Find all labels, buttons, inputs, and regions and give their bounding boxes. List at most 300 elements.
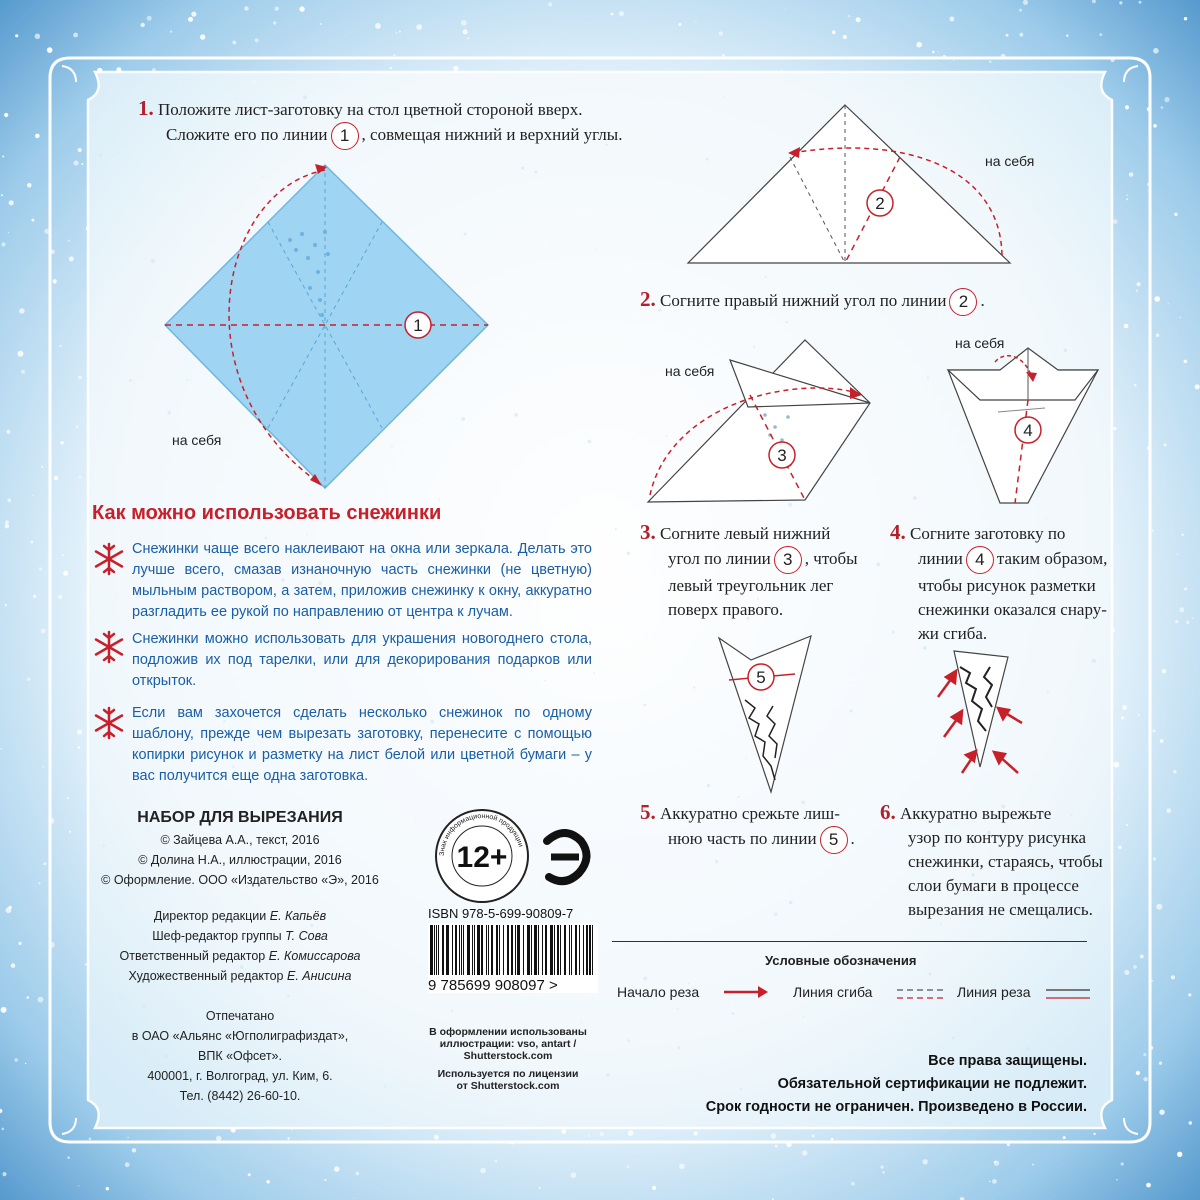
snow-speck (2, 1128, 5, 1131)
snow-speck (1160, 739, 1164, 743)
snow-speck (595, 249, 596, 250)
snow-speck (1153, 48, 1159, 54)
step-4-l2-post: таким образом, (996, 548, 1108, 568)
snow-speck (77, 729, 82, 734)
barcode-bar (503, 925, 504, 975)
rights-block (612, 1050, 1087, 1119)
snowflake-icon (92, 542, 126, 576)
barcode-bar (586, 925, 588, 975)
toward-label-2: на себя (985, 153, 1035, 169)
snow-speck (1066, 34, 1069, 37)
snow-speck (38, 997, 44, 1003)
snow-speck (571, 1172, 577, 1178)
snow-speck (785, 9, 786, 10)
fold-marker-5-label: 5 (756, 668, 766, 687)
snow-speck (353, 1198, 354, 1199)
barcode-bar (592, 925, 593, 975)
step-1-line2-post: , совмещая нижний и верхний углы. (361, 124, 623, 144)
snow-speck (514, 413, 518, 417)
snow-speck (1133, 965, 1137, 969)
snow-speck (593, 672, 595, 674)
snow-speck (453, 66, 458, 71)
snow-speck (1143, 1077, 1147, 1081)
snow-speck (774, 913, 778, 917)
snow-speck (415, 818, 416, 819)
step-4-number: 4. (890, 520, 906, 544)
printed-line: Отпечатано (205, 1009, 275, 1023)
snow-speck (1136, 290, 1138, 292)
step-6-number: 6. (880, 800, 896, 824)
snow-speck (937, 51, 938, 52)
barcode-bar (474, 925, 475, 975)
step-2-post: . (980, 291, 985, 310)
snow-speck (334, 1166, 340, 1172)
toward-label-4: на себя (955, 335, 1005, 351)
step-6-diagram (930, 645, 1030, 775)
snow-speck (1007, 1143, 1010, 1146)
snow-speck (78, 746, 81, 749)
snow-speck (1113, 427, 1117, 431)
age-rating-badge (432, 806, 532, 906)
snow-speck (561, 1129, 566, 1134)
snow-speck (19, 308, 24, 313)
barcode-bar (481, 925, 483, 975)
snow-speck (2, 1172, 6, 1176)
snow-speck (1159, 1062, 1162, 1065)
snow-speck (67, 1157, 69, 1159)
snow-speck (916, 42, 922, 48)
snow-speck (1119, 1, 1122, 4)
snow-speck (1122, 705, 1127, 710)
step-5-l2-pre: нюю часть по линии (668, 828, 817, 848)
snow-speck (929, 972, 932, 975)
staff-role: Ответственный редактор (119, 949, 266, 963)
snow-speck (1, 1007, 7, 1013)
step-4-text (890, 520, 1130, 646)
tips-heading: Как можно использовать снежинки (92, 502, 442, 524)
cut-start-arrow-icon (720, 984, 772, 1000)
snow-speck (33, 495, 34, 496)
snow-speck (35, 34, 41, 40)
snow-speck (306, 534, 308, 536)
tip-3: Если вам захочется сделать несколько снежинок по одному шаблону, прежде чем вырезать заготовку, перенесите с помощью копирки рисунок и разметку на лист белой или цветной бумаги – у вас получится еще одна заготовка. (132, 705, 592, 784)
snow-speck (394, 54, 396, 56)
snow-speck (932, 51, 935, 54)
snow-speck (588, 440, 592, 444)
snow-speck (58, 595, 62, 599)
snow-speck (43, 766, 45, 768)
snow-speck (78, 148, 82, 152)
snow-speck (1173, 770, 1176, 773)
step-3-diagram (630, 335, 880, 510)
credit-line: © Оформление. ООО «Издательство «Э», 2016 (101, 873, 379, 887)
snow-speck (25, 1063, 26, 1064)
snow-speck (191, 12, 196, 17)
step-6-l1: Аккуратно вырежьте (900, 804, 1052, 823)
snow-speck (9, 200, 14, 205)
note-line: иллюстрации: vso, antart / (439, 1038, 577, 1050)
svg-text:9 785699 908097 >: 9 785699 908097 > (428, 977, 558, 993)
snow-speck (1063, 1136, 1066, 1139)
barcode-bar (571, 925, 572, 975)
snow-speck (923, 1159, 928, 1164)
barcode-bar (542, 925, 543, 975)
fold-marker-2-label: 2 (875, 194, 885, 213)
snow-speck (1175, 620, 1178, 623)
snow-speck (78, 1185, 79, 1186)
snow-speck (851, 1182, 855, 1186)
snow-speck (273, 21, 276, 24)
step-3-l3: левый треугольник лег (668, 576, 834, 595)
snow-speck (521, 166, 524, 169)
isbn-label: ISBN 978-5-699-90809-7 (428, 906, 574, 921)
snow-speck (467, 37, 469, 39)
snow-speck (188, 17, 193, 22)
snow-speck (1047, 691, 1049, 693)
step-2-diagram (680, 95, 1040, 275)
snow-speck (1152, 530, 1154, 532)
snow-speck (831, 1138, 834, 1141)
snow-speck (5, 524, 9, 528)
snow-speck (707, 784, 711, 788)
barcode-bar (575, 925, 577, 975)
snow-speck (53, 279, 57, 283)
snow-speck (390, 67, 392, 69)
snow-speck (627, 1166, 630, 1169)
snow-speck (18, 351, 24, 357)
snow-speck (1164, 97, 1169, 102)
fold-line-icon (895, 984, 945, 1004)
fold-marker-4-label: 4 (1023, 421, 1033, 440)
snow-speck (47, 47, 53, 53)
snow-speck (677, 1046, 680, 1049)
snow-speck (789, 901, 793, 905)
snow-speck (695, 21, 697, 23)
snow-speck (396, 32, 397, 33)
barcode-bar (569, 925, 570, 975)
snow-speck (89, 1138, 91, 1140)
snow-speck (581, 1021, 583, 1023)
barcode-bar (467, 925, 470, 975)
snow-speck (940, 923, 942, 925)
barcode-bar (538, 925, 539, 975)
snow-speck (812, 1135, 815, 1138)
snow-speck (1164, 443, 1167, 446)
snow-speck (539, 1187, 541, 1189)
snow-speck (677, 1008, 679, 1010)
rights-line: Все права защищены. (928, 1053, 1087, 1069)
snow-speck (19, 942, 22, 945)
barcode-bar (430, 925, 433, 975)
snow-speck (652, 1186, 656, 1190)
snow-speck (913, 496, 917, 500)
snow-speck (78, 376, 82, 380)
snow-speck (0, 748, 2, 750)
snow-speck (1126, 198, 1128, 200)
barcode-bar (527, 925, 530, 975)
snow-speck (1182, 534, 1184, 536)
snow-speck (33, 595, 36, 598)
snow-speck (27, 678, 30, 681)
barcode-bar (517, 925, 520, 975)
snow-speck (949, 17, 954, 22)
snow-speck (1195, 384, 1200, 389)
snow-speck (1006, 34, 1009, 37)
staff-role: Шеф-редактор группы (152, 929, 282, 943)
barcode-bar (488, 925, 489, 975)
snow-speck (7, 498, 11, 502)
snow-speck (216, 1136, 221, 1141)
snow-speck (611, 13, 614, 16)
staff-name: Е. Комиссарова (268, 949, 361, 963)
snow-speck (628, 1130, 634, 1136)
snow-speck (451, 1010, 453, 1012)
snow-speck (786, 321, 788, 323)
barcode-bar (523, 925, 524, 975)
snow-speck (1159, 1110, 1164, 1115)
snow-speck (287, 1137, 289, 1139)
legend-cut-start-label: Начало реза (617, 984, 700, 1000)
snow-speck (356, 1172, 360, 1176)
snow-speck (32, 219, 35, 222)
snow-speck (6, 430, 10, 434)
snow-speck (534, 171, 537, 174)
legend-title: Условные обозначения (765, 953, 917, 968)
snow-speck (1032, 1164, 1034, 1166)
snow-speck (74, 160, 79, 165)
snow-speck (62, 554, 64, 556)
legend-cut-label: Линия реза (957, 984, 1031, 1000)
snow-speck (434, 1135, 439, 1140)
barcode-bar (455, 925, 457, 975)
snow-speck (693, 686, 695, 688)
snow-speck (765, 276, 767, 278)
printed-line: 400001, г. Волгоград, ул. Ким, 6. (147, 1069, 333, 1083)
step-5-l1: Аккуратно срежьте лиш- (660, 804, 840, 823)
snow-speck (11, 963, 16, 968)
step-1-text (138, 96, 658, 150)
barcode (428, 923, 598, 993)
snow-speck (299, 6, 304, 11)
snow-speck (1, 242, 5, 246)
snow-speck (170, 31, 172, 33)
snow-speck (1129, 172, 1134, 177)
barcode-bar (511, 925, 513, 975)
step-4-l4: снежинки оказался снару- (918, 600, 1107, 619)
step-6-l5: вырезания не смещались. (908, 900, 1093, 919)
snow-speck (1137, 282, 1141, 286)
snow-speck (832, 30, 836, 34)
snow-speck (463, 29, 468, 34)
barcode-bar (486, 925, 487, 975)
step-5-diagram (715, 630, 815, 800)
credit-line: © Долина Н.А., иллюстрации, 2016 (138, 853, 342, 867)
snow-speck (27, 996, 30, 999)
rights-line: Обязательной сертификации не подлежит. (777, 1076, 1087, 1092)
barcode-bar (579, 925, 580, 975)
snow-speck (41, 629, 46, 634)
snow-speck (548, 2, 552, 6)
snow-speck (992, 1179, 997, 1184)
snow-speck (200, 34, 205, 39)
step-5-l2-post: . (850, 828, 855, 848)
svg-text:Знак информационной продукции: Знак информационной продукции (438, 812, 524, 857)
snow-speck (802, 1150, 807, 1155)
step-3-l4: поверх правого. (668, 600, 784, 619)
rights-line: Срок годности не ограничен. Произведено в России. (705, 1099, 1087, 1115)
barcode-bar (515, 925, 516, 975)
snow-speck (2, 156, 4, 158)
barcode-bar (496, 925, 498, 975)
snow-speck (1146, 1183, 1151, 1188)
barcode-bar (534, 925, 537, 975)
snow-speck (781, 70, 782, 71)
snow-speck (643, 977, 647, 981)
snow-speck (244, 6, 248, 10)
step-6-l3: снежинки, стараясь, чтобы (908, 852, 1103, 871)
step-2-pre: Согните правый нижний угол по линии (660, 291, 947, 310)
snow-speck (1180, 317, 1181, 318)
snow-speck (324, 1179, 326, 1181)
step-1-number: 1. (138, 96, 154, 120)
snow-speck (1093, 1133, 1095, 1135)
cut-line-5-marker: 5 (820, 826, 848, 854)
legend-fold-label: Линия сгиба (793, 984, 873, 1000)
cut-line-icon (1044, 984, 1094, 1004)
snow-speck (600, 1132, 604, 1136)
step-2-text (640, 287, 1040, 316)
snow-speck (843, 35, 847, 39)
staff-line (80, 926, 400, 946)
snow-speck (876, 562, 880, 566)
snow-speck (1136, 1071, 1140, 1075)
snow-speck (994, 1161, 999, 1166)
snow-speck (1153, 730, 1156, 733)
step-5-number: 5. (640, 800, 656, 824)
staff-name: Е. Анисина (286, 969, 352, 983)
snow-speck (1124, 324, 1129, 329)
snow-speck (495, 1160, 498, 1163)
step-4-diagram (940, 340, 1110, 510)
barcode-bar (434, 925, 435, 975)
snow-speck (1186, 621, 1189, 624)
snow-speck (719, 31, 723, 35)
snow-speck (1161, 106, 1164, 109)
barcode-bar (463, 925, 464, 975)
snow-speck (953, 60, 954, 61)
snow-speck (1189, 1121, 1193, 1125)
note-line: Shutterstock.com (463, 1050, 553, 1062)
snow-speck (1177, 554, 1178, 555)
snow-speck (480, 1168, 486, 1174)
printed-line: ВПК «Офсет». (198, 1049, 282, 1063)
tip-2: Снежинки можно использовать для украшения новогоднего стола, подложив их под тарелки, или для декорирования подарков или открыток. (132, 631, 592, 689)
snow-speck (461, 20, 467, 26)
snow-speck (41, 466, 43, 468)
snow-speck (715, 860, 718, 863)
barcode-bar (472, 925, 473, 975)
snow-speck (1113, 219, 1118, 224)
step-3-number: 3. (640, 520, 656, 544)
svg-text:12+: 12+ (456, 841, 508, 874)
snow-speck (39, 567, 42, 570)
snow-speck (802, 1016, 804, 1018)
step-6-l4: слои бумаги в процессе (908, 876, 1079, 895)
credits-block (80, 806, 400, 1106)
snow-speck (63, 571, 68, 576)
snow-speck (927, 377, 929, 379)
staff-role: Директор редакции (153, 909, 267, 923)
snow-speck (127, 1137, 128, 1138)
note-line: В оформлении использованы (429, 1026, 587, 1038)
barcode-bar (452, 925, 453, 975)
snow-speck (1177, 1152, 1182, 1157)
snow-speck (880, 1165, 883, 1168)
snow-speck (232, 41, 236, 45)
snow-speck (106, 1187, 109, 1190)
snow-speck (5, 604, 8, 607)
snow-speck (69, 831, 71, 833)
snow-speck (1099, 33, 1102, 36)
step-4-l1: Согните заготовку по (910, 524, 1066, 543)
snow-speck (1134, 384, 1137, 387)
snowflake-icon (92, 630, 126, 664)
snow-speck (21, 370, 25, 374)
snow-speck (1171, 975, 1175, 979)
snow-speck (1156, 904, 1162, 910)
snow-speck (1192, 618, 1193, 619)
barcode-bar (459, 925, 460, 975)
snow-speck (923, 646, 927, 650)
snow-speck (1140, 955, 1144, 959)
illustrations-note (418, 1026, 598, 1092)
snow-speck (989, 60, 992, 63)
snow-speck (99, 154, 102, 157)
snow-speck (141, 23, 145, 27)
snow-speck (1153, 857, 1156, 860)
snow-speck (15, 34, 18, 37)
step-4-l2-pre: линии (918, 548, 963, 568)
barcode-bar (442, 925, 444, 975)
snow-speck (1162, 669, 1166, 673)
snow-speck (8, 232, 9, 233)
snow-speck (1184, 17, 1187, 20)
snow-speck (129, 379, 132, 382)
snow-speck (627, 1039, 630, 1042)
staff-name: Е. Капьёв (269, 909, 327, 923)
legend-divider (612, 941, 1087, 942)
snow-speck (76, 426, 78, 428)
snow-speck (694, 1131, 698, 1135)
tip-1: Снежинки чаще всего наклеивают на окна или зеркала. Делать это лучше всего, смазав изнаночную часть снежинки (не цветную) мыльным раствором, а затем, приложив снежинку к окну, аккуратно разгладить ее рукой по направлению от центра к лучам. (132, 541, 592, 620)
snow-speck (952, 1037, 955, 1040)
snow-speck (1138, 714, 1140, 716)
svg-text:Э: Э (564, 890, 566, 892)
barcode-bar (583, 925, 584, 975)
barcode-bar (557, 925, 559, 975)
snow-speck (320, 23, 322, 25)
fold-line-3-marker: 3 (774, 546, 802, 574)
snow-speck (543, 47, 544, 48)
snow-speck (73, 33, 78, 38)
snow-speck (1126, 195, 1128, 197)
snow-speck (67, 797, 69, 799)
barcode-bar (554, 925, 555, 975)
barcode-bar (560, 925, 561, 975)
printed-line: в ОАО «Альянс «Югполиграфиздат», (131, 1029, 349, 1043)
snow-speck (266, 1180, 269, 1183)
snow-speck (399, 31, 401, 33)
